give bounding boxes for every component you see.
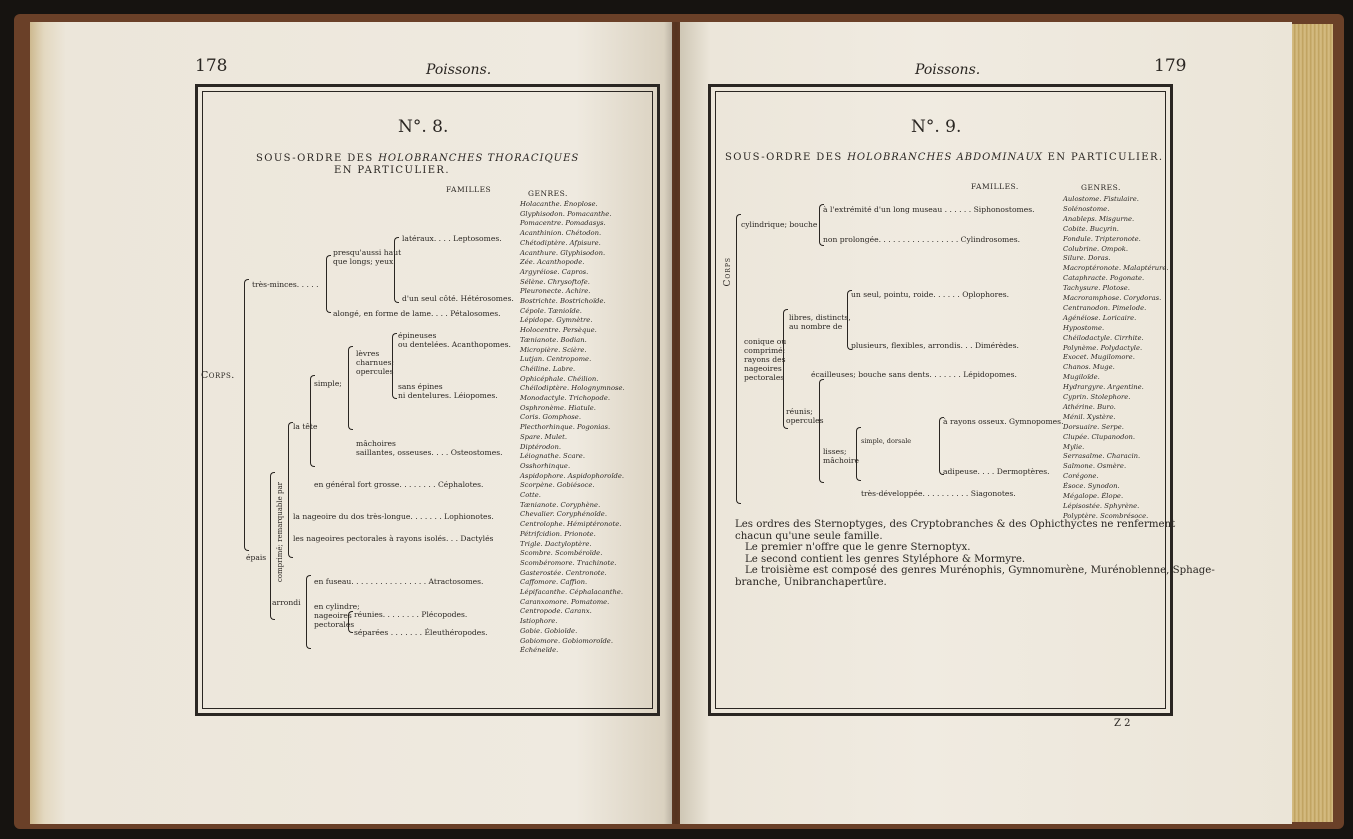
label: nageoires [314,611,352,620]
genus-entry: Chanos. Muge. [1063,363,1115,372]
label: mâchoire [823,456,859,465]
paragraph-line: Les ordres des Sternoptyges, des Cryptobranches & des Ophicthyctes ne renferment [735,519,1176,530]
label: réunis; [786,407,813,416]
genus-entry: Holacanthe. Énoplose. [520,200,598,208]
label: cylindrique; bouche [741,220,818,229]
signature-mark: Z 2 [1114,718,1131,729]
genus-entry: Sélène. Chrysoftofe. [520,277,590,286]
genus-entry: Chéiline. Labre. [520,364,576,373]
label: pectorales [744,373,785,382]
genus-entry: Osshorhinque. [520,461,571,470]
genus-entry: Lépidope. Gymnètre. [520,316,593,325]
label: simple, dorsale [861,437,912,445]
genus-entry: Tænianote. Bodian. [520,335,587,344]
label: que longs; yeux [333,257,394,266]
label: écailleuses; bouche sans dents. . . . . . . Lépidopomes. [811,370,1017,379]
label: latéraux. . . . Leptosomes. [402,234,502,243]
genus-entry: Spare. Mulet. [520,432,568,441]
corps-label: Corps [723,257,733,287]
main-brace [736,214,741,504]
genus-entry: Chevalier. Coryphénoïde. [520,510,607,519]
left-page [30,22,672,824]
genus-entry: Caranxomore. Pomatome. [520,597,610,606]
label: nageoires [744,364,782,373]
label: comprimé; [744,346,786,355]
genus-entry: Ménil. Xystère. [1063,412,1116,421]
genus-entry: Agénéiose. Loricaire. [1063,313,1137,322]
brace [306,575,311,649]
genus-entry: Acanthinion. Chétodon. [520,229,602,238]
genus-entry: Corégone. [1063,472,1099,481]
label: un seul, pointu, roide. . . . . . Oplophores. [851,290,1010,299]
brace [939,417,944,475]
title-line: SOUS-ORDRE DES HOLOBRANCHES ABDOMINAUX EN PARTICULIER. [725,152,1164,163]
genus-entry: Cotte. [520,491,541,499]
paragraph-line: Le troisième est composé des genres Murénophis, Gymnomurène, Murénoblenne, Sphage- [745,565,1215,576]
genus-entry: Istiophore. [520,617,558,626]
brace [783,309,788,429]
genus-entry: Trigle. Dactyloptère. [520,539,592,548]
col-genera: GENRES. [1081,183,1121,192]
genus-entry: Centrolophe. Hémiptéronote. [520,520,622,529]
label: épais [246,553,267,562]
genus-entry: Tachysure. Plotose. [1063,284,1130,293]
label: rayons des [744,355,786,364]
genus-entry: Cépole. Tænioïde. [520,306,582,315]
genus-entry: Bostrichte. Bostrichoïde. [520,297,606,305]
table-frame [708,84,1215,716]
label: opercules [356,367,394,376]
genus-entry: Exocet. Mugilomore. [1063,353,1135,362]
genus-entry: Pétrifcidion. Prionote. [520,529,596,538]
genus-entry: Ophicéphale. Chéilion. [520,374,599,383]
genus-entry: Athérine. Buro. [1063,402,1116,411]
genus-entry: Gobiomore. Gobiomoroïde. [520,636,613,645]
genus-entry: Osphronème. Hiatule. [520,403,596,412]
label: en général fort grosse. . . . . . . . Céphalotes. [314,480,484,489]
genus-entry: Acanthure. Glyphisodon. [520,248,606,257]
label: en cylindre; [314,602,360,611]
label: sans épines [398,382,443,391]
brace [847,290,852,350]
genus-entry: Scombre. Scombéroïde. [520,549,603,558]
label: alongé, en forme de lame. . . . Pétalosomes. [333,309,501,318]
genus-entry: Serrasalme. Characin. [1063,452,1141,461]
genus-entry: Holocentre. Persèque. [520,326,597,335]
right-page [680,22,1292,824]
label: d'un seul côté. Hétérosomes. [402,294,514,303]
genus-entry: Chéilodactyle. Cirrhite. [1063,333,1144,342]
genus-entry: Coris. Gomphose. [520,413,581,422]
label: à rayons osseux. Gymnopomes. [943,417,1064,426]
genus-entry: Polynème. Polydactyle. [1063,343,1143,352]
genus-entry: Pleuronecte. Achire. [520,287,591,296]
genus-entry: Plecthorhinque. Pogonias. [520,423,611,432]
genus-entry: Argyréiose. Capros. [520,267,589,276]
label: ni dentelures. Léiopomes. [398,391,498,400]
label: épineuses [398,331,437,340]
brace [310,375,315,467]
genus-entry: Échéneïde. [520,646,559,655]
genus-entry: Hypostome. [1063,323,1105,332]
brace [348,611,353,633]
genus-entry: Zée. Acanthopode. [520,258,585,267]
vertical-label: comprimé; remarquable par [276,482,284,583]
brace [392,333,397,399]
table-number: N°. 8. [398,117,449,137]
running-head: Poissons. [915,62,981,78]
table-number: N°. 9. [911,117,962,137]
genus-entry: Clupée. Clupanodon. [1063,432,1136,441]
genus-entry: Cobite. Bucyrin. [1063,224,1119,233]
label: à l'extrémité d'un long museau . . . . . . Siphonostomes. [823,205,1035,214]
brace [856,427,861,481]
genus-entry: Scombéromore. Trachinote. [520,558,617,567]
genus-entry: Macroramphose. Corydoras. [1063,294,1162,302]
label: presqu'aussi haut [333,248,402,257]
genus-entry: Diptérodon. [520,442,562,451]
genus-entry: Polyptère. Scombrésoce. [1063,511,1149,520]
genus-entry: Chétodiptère. Afpisure. [520,238,601,247]
genus-entry: Mégalope. Élope. [1063,492,1124,500]
label: la nageoire du dos très-longue. . . . . . . Lophionotes. [293,512,494,521]
genus-entry: Scorpène. Gobiésoce. [520,481,595,490]
genus-entry: Pomacentre. Pomadasys. [520,219,606,228]
label: lèvres [356,349,380,358]
label: non prolongée. . . . . . . . . . . . . . . . . Cylindrosomes. [823,235,1021,244]
title-line-2: EN PARTICULIER. [334,165,450,176]
label: au nombre de [789,322,843,331]
corps-label: Corps. [201,370,235,381]
paragraph-line: Le premier n'offre que le genre Sternoptyx. [745,542,971,553]
genus-entry: Tænianote. Coryphène. [520,500,601,509]
genus-entry: Ésoce. Synodon. [1063,482,1120,491]
label: séparées . . . . . . . Éleuthéropodes. [354,628,488,637]
label: adipeuse. . . . Dermoptères. [943,467,1050,476]
genus-entry: Micropière. Scière. [520,345,587,354]
label: opercules [786,416,824,425]
genus-entry: Anableps. Misgurne. [1063,214,1135,223]
genus-entry: Centropode. Caranx. [520,607,592,616]
genus-entry: Mylie. [1063,442,1085,451]
genus-entry: Chéilodiptère. Holognymnose. [520,384,625,393]
genus-entry: Glyphisodon. Pomacanthe. [520,209,612,218]
genus-entry: Salmone. Osmère. [1063,462,1127,471]
label: saillantes, osseuses. . . . Osteostomes. [356,448,503,457]
label: réunies. . . . . . . . Plécopodes. [354,610,468,619]
label: ou dentelées. Acanthopomes. [398,340,511,349]
paragraph-line: chacun qu'une seule famille. [735,530,883,542]
genus-entry: Fondule. Tripteronote. [1063,234,1141,243]
paragraph-line: branche, Unibranchapertûre. [735,576,887,588]
label: les nageoires pectorales à rayons isolés. . . Dactylés [293,534,494,543]
title-line-1: SOUS-ORDRE DES HOLOBRANCHES THORACIQUES [256,153,580,164]
genus-entry: Aulostome. Fistulaire. [1063,195,1139,203]
col-genera: GENRES. [528,189,568,198]
genus-entry: Cataphracte. Pogonate. [1063,274,1145,283]
genus-entry: Hydrargyre. Argentine. [1063,383,1144,392]
label: en fuseau. . . . . . . . . . . . . . . . Atractosomes. [314,577,484,586]
col-families: FAMILLES. [971,182,1019,191]
genus-entry: Lutjan. Centropome. [520,355,592,364]
brace [288,422,293,558]
label: plusieurs, flexibles, arrondis. . . Dimérèdes. [851,341,1019,350]
label: pectorales [314,620,355,629]
genus-entry: Cyprin. Stolephore. [1063,393,1131,401]
label: arrondi [272,598,301,607]
page-number: 178 [195,56,228,76]
genus-entry: Lépifacanthe. Céphalacanthe. [520,588,624,596]
genus-entry: Centranodon. Pimelode. [1063,303,1147,312]
label: très-minces. . . . . [252,280,319,289]
genus-entry: Dorsuaire. Serpe. [1063,422,1124,431]
genus-entry: Mugiloïde. [1063,373,1100,382]
col-families: FAMILLES [446,185,492,194]
genus-entry: Aspidophore. Aspidophoroïde. [520,471,625,480]
label: conique ou [744,337,787,346]
genus-entry: Gobie. Gobioïde. [520,626,578,635]
label: libres, distincts, [789,313,851,322]
label: lisses; [823,447,847,456]
page-number: 179 [1154,56,1187,76]
genus-entry: Solénostome. [1063,204,1110,213]
paragraph-line: Le second contient les genres Styléphore & Mormyre. [745,553,1026,565]
brace [819,204,824,246]
main-brace [244,279,249,551]
genus-entry: Caffomore. Caffion. [520,578,588,587]
genus-entry: Léiognathe. Scare. [520,452,585,461]
label: simple; [314,379,342,388]
running-head: Poissons. [426,62,492,78]
genus-entry: Macroptéronote. Malaptérure. [1063,264,1169,273]
genus-entry: Gasterostée. Centronote. [520,568,607,577]
label: la tête [293,422,318,431]
brace [348,346,353,430]
label: charnues; [356,358,395,367]
label: mâchoires [356,439,396,448]
brace [270,472,275,620]
label: très-développée. . . . . . . . . . Siagonotes. [861,489,1016,498]
brace [819,379,824,483]
genus-entry: Silure. Doras. [1063,254,1111,263]
genus-entry: Lépisostée. Sphyrène. [1063,501,1140,510]
table-frame [195,84,660,716]
brace [394,237,399,303]
genus-entry: Colubrine. Ompok. [1063,244,1129,253]
brace [326,255,331,313]
genus-entry: Monodactyle. Trichopode. [520,394,611,402]
